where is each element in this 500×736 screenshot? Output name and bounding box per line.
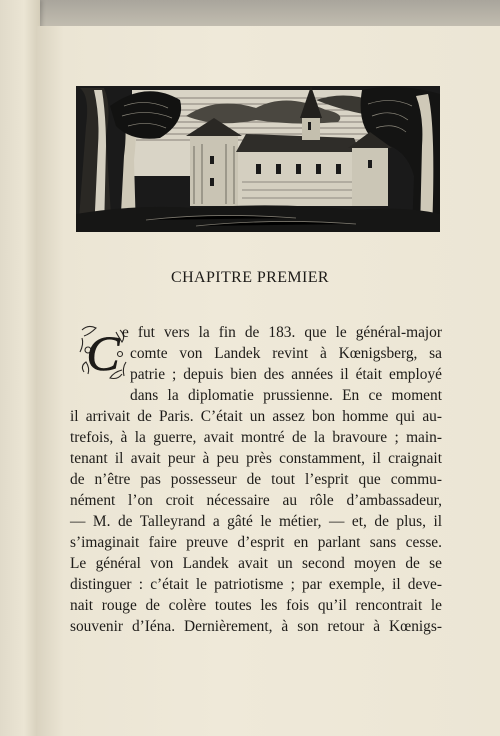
text-line: nément l’on croit nécessaire au rôle d’ambassadeur, — [70, 492, 442, 509]
left-page-edge — [0, 0, 40, 736]
text-line: s’imaginait faire preuve d’esprit en parlant sans cesse. — [70, 534, 442, 551]
text-line: il arrivait de Paris. C’était un assez bon homme qui au- — [70, 408, 442, 425]
drop-cap-letter: C — [86, 325, 120, 381]
text-line: Le général von Landek avait un second moyen de se — [70, 555, 442, 572]
text-line: nait rouge de colère toutes les fois qu’il rencontrait le — [70, 597, 442, 614]
text-line: souvenir d’Iéna. Dernièrement, à son retour à Kœnigs- — [70, 618, 442, 635]
chapter-title: CHAPITRE PREMIER — [171, 269, 329, 286]
text-line: patrie ; depuis bien des années il était employé — [130, 366, 442, 383]
text-line: e fut vers la fin de 183. que le général-major — [122, 324, 442, 341]
text-line: tenant il avait peur à peu près constamment, il craignait — [70, 450, 442, 467]
drop-cap-initial — [78, 322, 128, 382]
text-line: comte von Landek revint à Kœnigsberg, sa — [130, 345, 442, 362]
text-line: trefois, à la guerre, avait montré de la bravoure ; main- — [70, 429, 442, 446]
text-line: — M. de Talleyrand a gâté le métier, — et, de plus, il — [70, 513, 442, 530]
text-line: de n’être pas possesseur de tout l’esprit que commu- — [70, 471, 442, 488]
text-line: dans la diplomatie prussienne. En ce moment — [130, 387, 442, 404]
engraving-illustration — [76, 86, 440, 232]
text-line: distinguer : c’était le patriotisme ; par exemple, il deve- — [70, 576, 442, 593]
